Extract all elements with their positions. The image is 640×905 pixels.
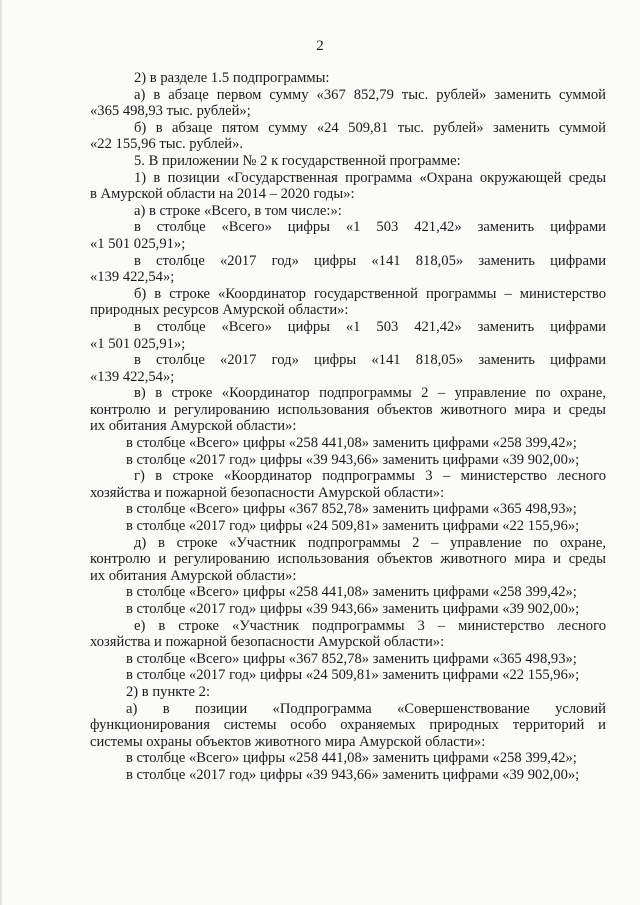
- text-line: а) в абзаце первом сумму «367 852,79 тыс. рублей» заменить суммой: [134, 86, 606, 103]
- text-line: функционирования системы особо охраняемых природных территорий и: [90, 717, 606, 734]
- text-line: в столбце «Всего» цифры «1 503 421,42» заменить цифрами: [134, 318, 606, 335]
- text-line: в столбце «2017 год» цифры «24 509,81» заменить цифрами «22 155,96»;: [126, 518, 580, 535]
- text-line: природных ресурсов Амурской области»:: [90, 302, 349, 319]
- text-line: 5. В приложении № 2 к государственной программе:: [134, 152, 461, 169]
- text-line: е) в строке «Участник подпрограммы 3 – министерство лесного: [134, 617, 606, 634]
- text-line: контролю и регулированию использования объектов животного мира и среды: [90, 551, 606, 568]
- text-line: в столбце «Всего» цифры «367 852,78» заменить цифрами «365 498,93»;: [126, 650, 577, 667]
- text-line: 1) в позиции «Государственная программа «Охрана окружающей среды: [134, 169, 606, 186]
- text-line: а) в строке «Всего, в том числе:»:: [134, 202, 342, 219]
- document-body: [90, 70, 606, 784]
- text-line: в столбце «Всего» цифры «258 441,08» заменить цифрами «258 399,42»;: [126, 750, 577, 767]
- text-line: в столбце «2017 год» цифры «141 818,05» заменить цифрами: [134, 252, 606, 269]
- text-line: «22 155,96 тыс. рублей».: [90, 136, 244, 153]
- text-line: хозяйства и пожарной безопасности Амурской области»:: [90, 484, 445, 501]
- text-line: контролю и регулированию использования объектов животного мира и среды: [90, 401, 606, 418]
- text-line: в столбце «2017 год» цифры «39 943,66» заменить цифрами «39 902,00»;: [126, 601, 580, 617]
- text-line: «139 422,54»;: [90, 368, 175, 385]
- text-line: в столбце «2017 год» цифры «39 943,66» заменить цифрами «39 902,00»;: [126, 451, 580, 468]
- text-line: их обитания Амурской области»:: [90, 418, 297, 435]
- text-line: б) в абзаце пятом сумму «24 509,81 тыс. рублей» заменить суммой: [134, 119, 606, 136]
- text-line: в столбце «Всего» цифры «367 852,78» заменить цифрами «365 498,93»;: [126, 501, 577, 518]
- text-line: в Амурской области на 2014 – 2020 годы»:: [90, 186, 355, 203]
- text-line: их обитания Амурской области»:: [90, 567, 297, 584]
- text-line: а) в позиции «Подпрограмма «Совершенствование условий: [126, 700, 606, 717]
- text-line: «1 501 025,91»;: [90, 235, 186, 252]
- text-line: б) в строке «Координатор государственной программы – министерство: [134, 285, 606, 302]
- text-line: «365 498,93 тыс. рублей»;: [90, 103, 251, 120]
- page-number: 2: [316, 38, 324, 54]
- text-line: в столбце «Всего» цифры «1 503 421,42» заменить цифрами: [134, 219, 606, 236]
- text-line: в) в строке «Координатор подпрограммы 2 – управление по охране,: [134, 385, 606, 402]
- text-line: в столбце «Всего» цифры «258 441,08» заменить цифрами «258 399,42»;: [126, 584, 577, 601]
- text-line: 2) в пункте 2:: [126, 683, 211, 700]
- text-line: в столбце «2017 год» цифры «141 818,05» заменить цифрами: [134, 352, 606, 369]
- text-line: в столбце «2017 год» цифры «39 943,66» заменить цифрами «39 902,00»;: [126, 766, 580, 783]
- text-line: хозяйства и пожарной безопасности Амурской области»:: [90, 634, 445, 651]
- scan-edge-shadow: [0, 0, 3, 905]
- text-line: «1 501 025,91»;: [90, 335, 186, 352]
- text-line: «139 422,54»;: [90, 269, 175, 286]
- text-line: д) в строке «Участник подпрограммы 2 – управление по охране,: [134, 534, 606, 551]
- text-line: в столбце «2017 год» цифры «24 509,81» заменить цифрами «22 155,96»;: [126, 667, 580, 684]
- text-line: 2) в разделе 1.5 подпрограммы:: [134, 70, 330, 86]
- text-line: системы охраны объектов животного мира Амурской области»:: [90, 733, 486, 750]
- text-line: в столбце «Всего» цифры «258 441,08» заменить цифрами «258 399,42»;: [126, 435, 577, 452]
- text-line: г) в строке «Координатор подпрограммы 3 – министерство лесного: [134, 468, 606, 485]
